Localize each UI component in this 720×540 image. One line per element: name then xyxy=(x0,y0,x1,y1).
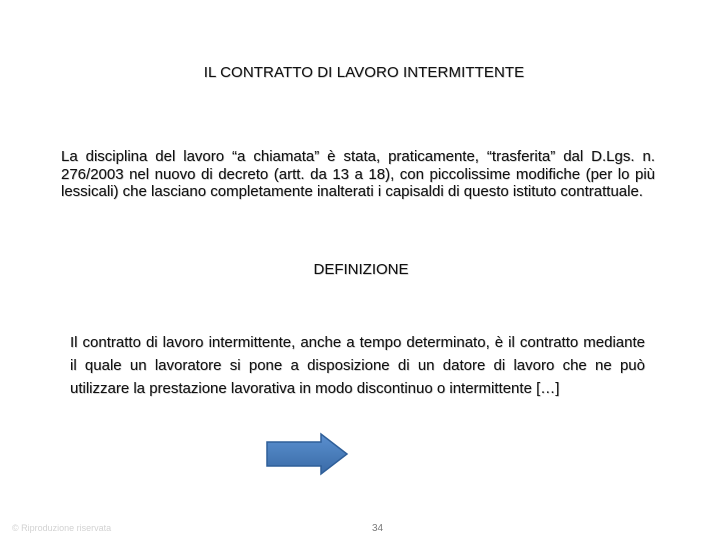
right-arrow-icon[interactable] xyxy=(265,432,349,476)
right-arrow-shape xyxy=(267,434,347,474)
page-number: 34 xyxy=(372,523,384,534)
intro-paragraph: La disciplina del lavoro “a chiamata” è stata, praticamente, “trasferita” dal D.Lgs. n. 276/2003 nel nuovo di decreto (artt. da 13 a 18), con piccolissime modifiche (per lo più lessicali) che lasciano completamente inalterati i capisaldi di questo istituto contrattuale. xyxy=(61,148,655,200)
slide-title: IL CONTRATTO DI LAVORO INTERMITTENTE xyxy=(203,64,525,81)
definition-heading: DEFINIZIONE xyxy=(313,261,409,278)
copyright-footer: © Riproduzione riservata xyxy=(12,523,112,533)
definition-paragraph: Il contratto di lavoro intermittente, anche a tempo determinato, è il contratto mediante il quale un lavoratore si pone a disposizione di un datore di lavoro che ne può utilizzare la prestazione lavorativa in modo discontinuo o intermittente […] xyxy=(70,334,645,397)
